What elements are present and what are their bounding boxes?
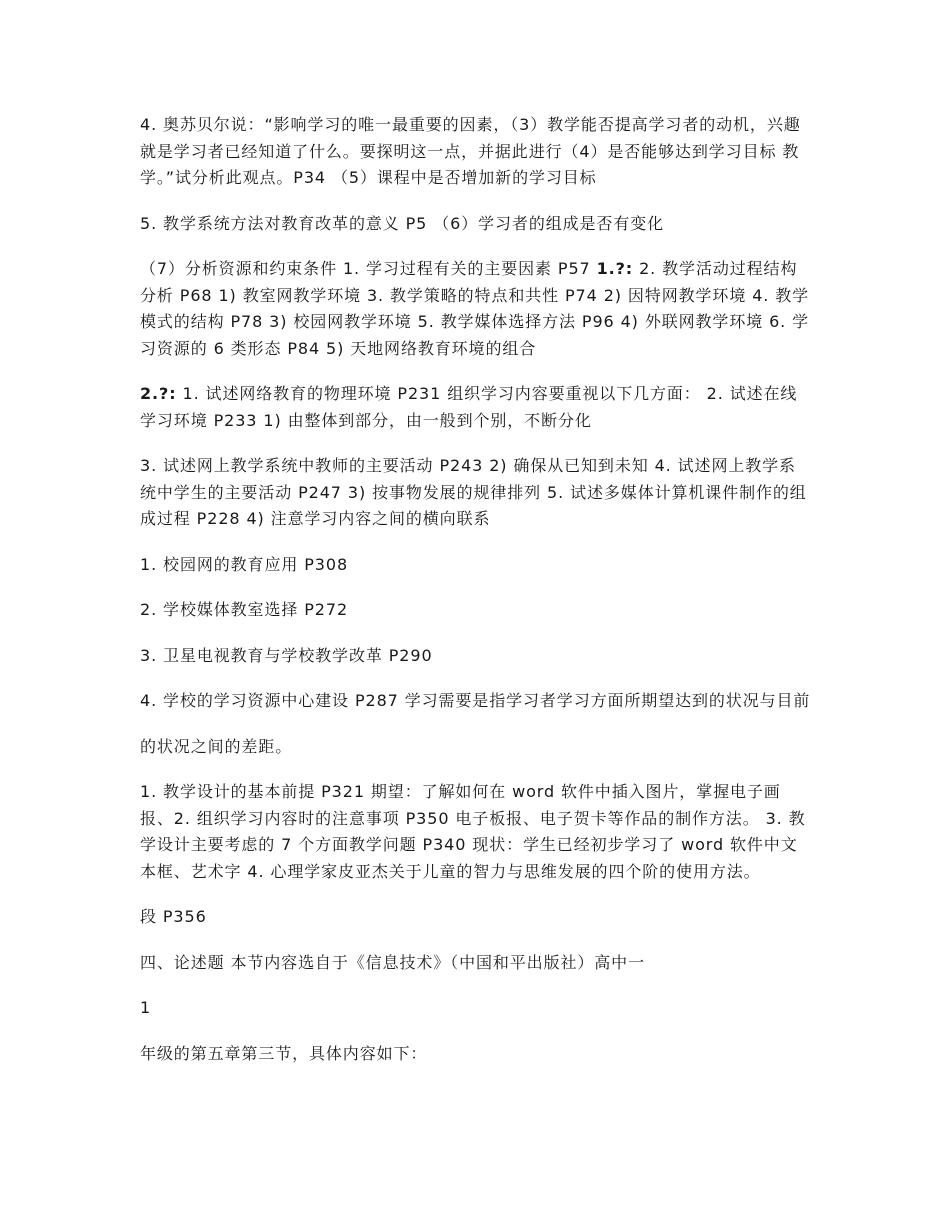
text-run: 的状况之间的差距。: [140, 736, 293, 756]
bold-marker: 2.?:: [140, 384, 177, 403]
text-run: 1: [140, 998, 152, 1017]
paragraph-instructional-design: [140, 779, 812, 885]
text-run: 1. 试述网络教育的物理环境 P231 组织学习内容要重视以下几方面： 2. 试述在线学习环境 P233 1) 由整体到部分，由一般到个别，不断分化: [140, 384, 798, 430]
text-run: 4. 奥苏贝尔说：“影响学习的唯一最重要的因素，（3）教学能否提高学习者的动机，兴趣 就是学习者已经知道了什么。要探明这一点，并据此进行（4）是否能够达到学习目标 教学。”试分析此观点。P34 （5）课程中是否增加新的学习目标: [140, 115, 801, 187]
paragraph-ausubel-quote: [140, 112, 812, 192]
text-run: 年级的第五章第三节，具体内容如下：: [140, 1043, 428, 1063]
text-run: 四、论述题 本节内容选自于《信息技术》（中国和平出版社）高中一: [140, 952, 645, 972]
text-run: 2. 学校媒体教室选择 P272: [140, 600, 349, 619]
paragraph-stage: [140, 904, 812, 931]
paragraph-chapter-content: [140, 1041, 812, 1068]
text-run: 5. 教学系统方法对教育改革的意义 P5 （6）学习者的组成是否有变化: [140, 213, 665, 233]
text-run: 2. 教学活动过程结构分析 P68 1) 教室网教学环境 3. 教学策略的特点和共性 P74 2) 因特网教学环境 4. 教学模式的结构 P78 3) 校园网教学环境 5. 教学媒体选择方法 P96 4) 外联网教学环境 6. 学习资源的 6 类形态 P84 5) 天地网络教育环境的组合: [140, 259, 810, 358]
text-run: 1. 校园网的教育应用 P308: [140, 554, 349, 574]
paragraph-essay-question: [140, 950, 812, 977]
text-run: 段 P356: [140, 907, 207, 926]
paragraph-system-method: [140, 211, 812, 238]
paragraph-media-classroom: [140, 597, 812, 624]
text-run: 3. 试述网上教学系统中教师的主要活动 P243 2) 确保从已知到未知 4. 试述网上教学系统中学生的主要活动 P247 3) 按事物发展的规律排列 5. 试述多媒体计算机课件制作的组成过程 P228 4) 注意学习内容之间的横向联系: [140, 456, 807, 528]
text-run: 4. 学校的学习资源中心建设 P287 学习需要是指学习者学习方面所期望达到的状况与目前: [140, 691, 811, 710]
paragraph-network-environment: [140, 381, 812, 434]
document-page: [140, 112, 812, 1086]
page-number: [140, 995, 812, 1022]
paragraph-resource-center: [140, 688, 812, 715]
bold-marker: 1.?:: [596, 259, 634, 278]
paragraph-online-teaching: [140, 453, 812, 533]
paragraph-resources-constraints: [140, 256, 812, 362]
paragraph-gap: [140, 734, 812, 761]
text-run: 3. 卫星电视教育与学校教学改革 P290: [140, 645, 433, 665]
paragraph-satellite-tv: [140, 643, 812, 670]
text-run: 1. 教学设计的基本前提 P321 期望：了解如何在 word 软件中插入图片，掌握电子画报、2. 组织学习内容时的注意事项 P350 电子板报、电子贺卡等作品的制作方法。 3. 教学设计主要考虑的 7 个方面教学问题 P340 现状：学生已经初步学习了 word 软件中文本框、艺术字 4. 心理学家皮亚杰关于儿童的智力与思维发展的四个阶的使用方法。: [140, 782, 806, 881]
text-run: （7）分析资源和约束条件 1. 学习过程有关的主要因素 P57: [140, 259, 597, 278]
paragraph-campus-network: [140, 552, 812, 579]
